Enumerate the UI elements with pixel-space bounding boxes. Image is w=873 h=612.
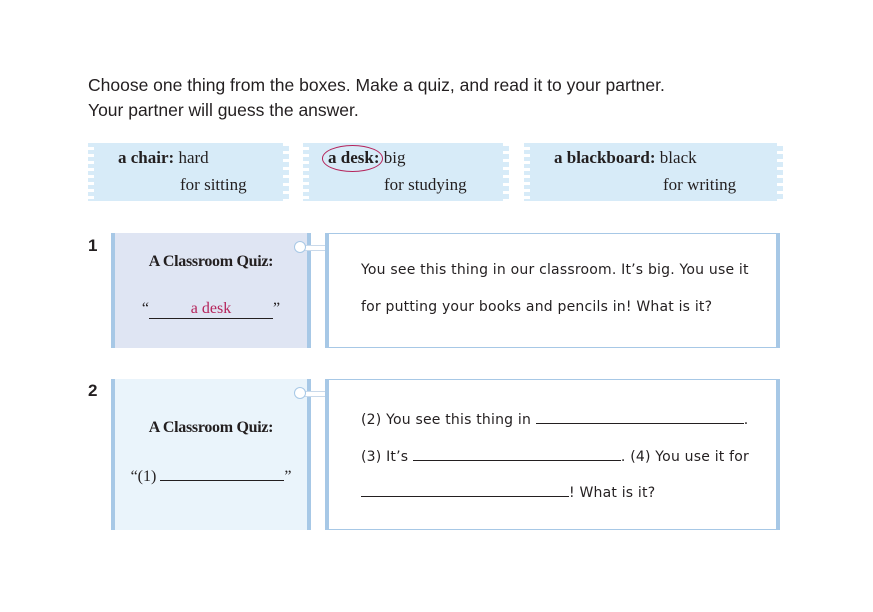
word-use: for studying [384,175,467,194]
quiz-text-line-1 [361,409,748,428]
instructions [88,73,665,123]
quiz-text: (2) You see this thing in [361,412,532,428]
close-quote: ” [284,468,292,485]
quiz-1-title-card [111,233,311,348]
answer-blank[interactable] [160,466,284,481]
open-quote: “(1) [130,468,157,485]
quiz-number-2: 2 [88,381,98,400]
quiz-number-1: 1 [88,236,98,255]
quiz-text: . [743,412,749,428]
quiz-text: ! What is it? [569,485,656,501]
word-adjective: big [383,148,406,167]
quiz-title: A Classroom Quiz: [148,419,274,436]
word-thing-circled: a desk: [328,148,380,167]
quiz-text: . (4) You use it for [620,449,749,465]
word-use: for sitting [180,175,247,194]
blank-2[interactable] [536,409,744,424]
quiz-text-line-3 [361,482,655,501]
blank-3[interactable] [413,446,621,461]
answer-text: a desk [190,300,232,317]
quiz-2-title-card [111,379,311,530]
word-thing: a blackboard: [554,148,656,167]
quiz-1-text-card [325,233,780,348]
word-adjective: black [659,148,697,167]
open-quote: “ [141,300,149,317]
quiz-text-line: for putting your books and pencils in! What is it? [361,299,713,315]
word-box-chair [91,143,286,201]
quiz-2-text-card [325,379,780,530]
quiz-answer [115,300,307,319]
close-quote: ” [273,300,281,317]
quiz-text-line: You see this thing in our classroom. It’s big. You use it [361,262,749,278]
word-adjective: hard [178,148,209,167]
word-thing: a chair: [118,148,175,167]
instruction-line-1: Choose one thing from the boxes. Make a quiz, and read it to your partner. [88,75,665,95]
quiz-answer [115,466,307,486]
instruction-line-2: Your partner will guess the answer. [88,100,359,120]
word-box-desk [306,143,506,201]
quiz-text: (3) It’s [361,449,409,465]
word-box-blackboard [527,143,780,201]
quiz-title: A Classroom Quiz: [148,253,274,270]
word-use: for writing [663,175,737,194]
blank-4[interactable] [361,482,569,497]
quiz-text-line-2 [361,446,749,465]
